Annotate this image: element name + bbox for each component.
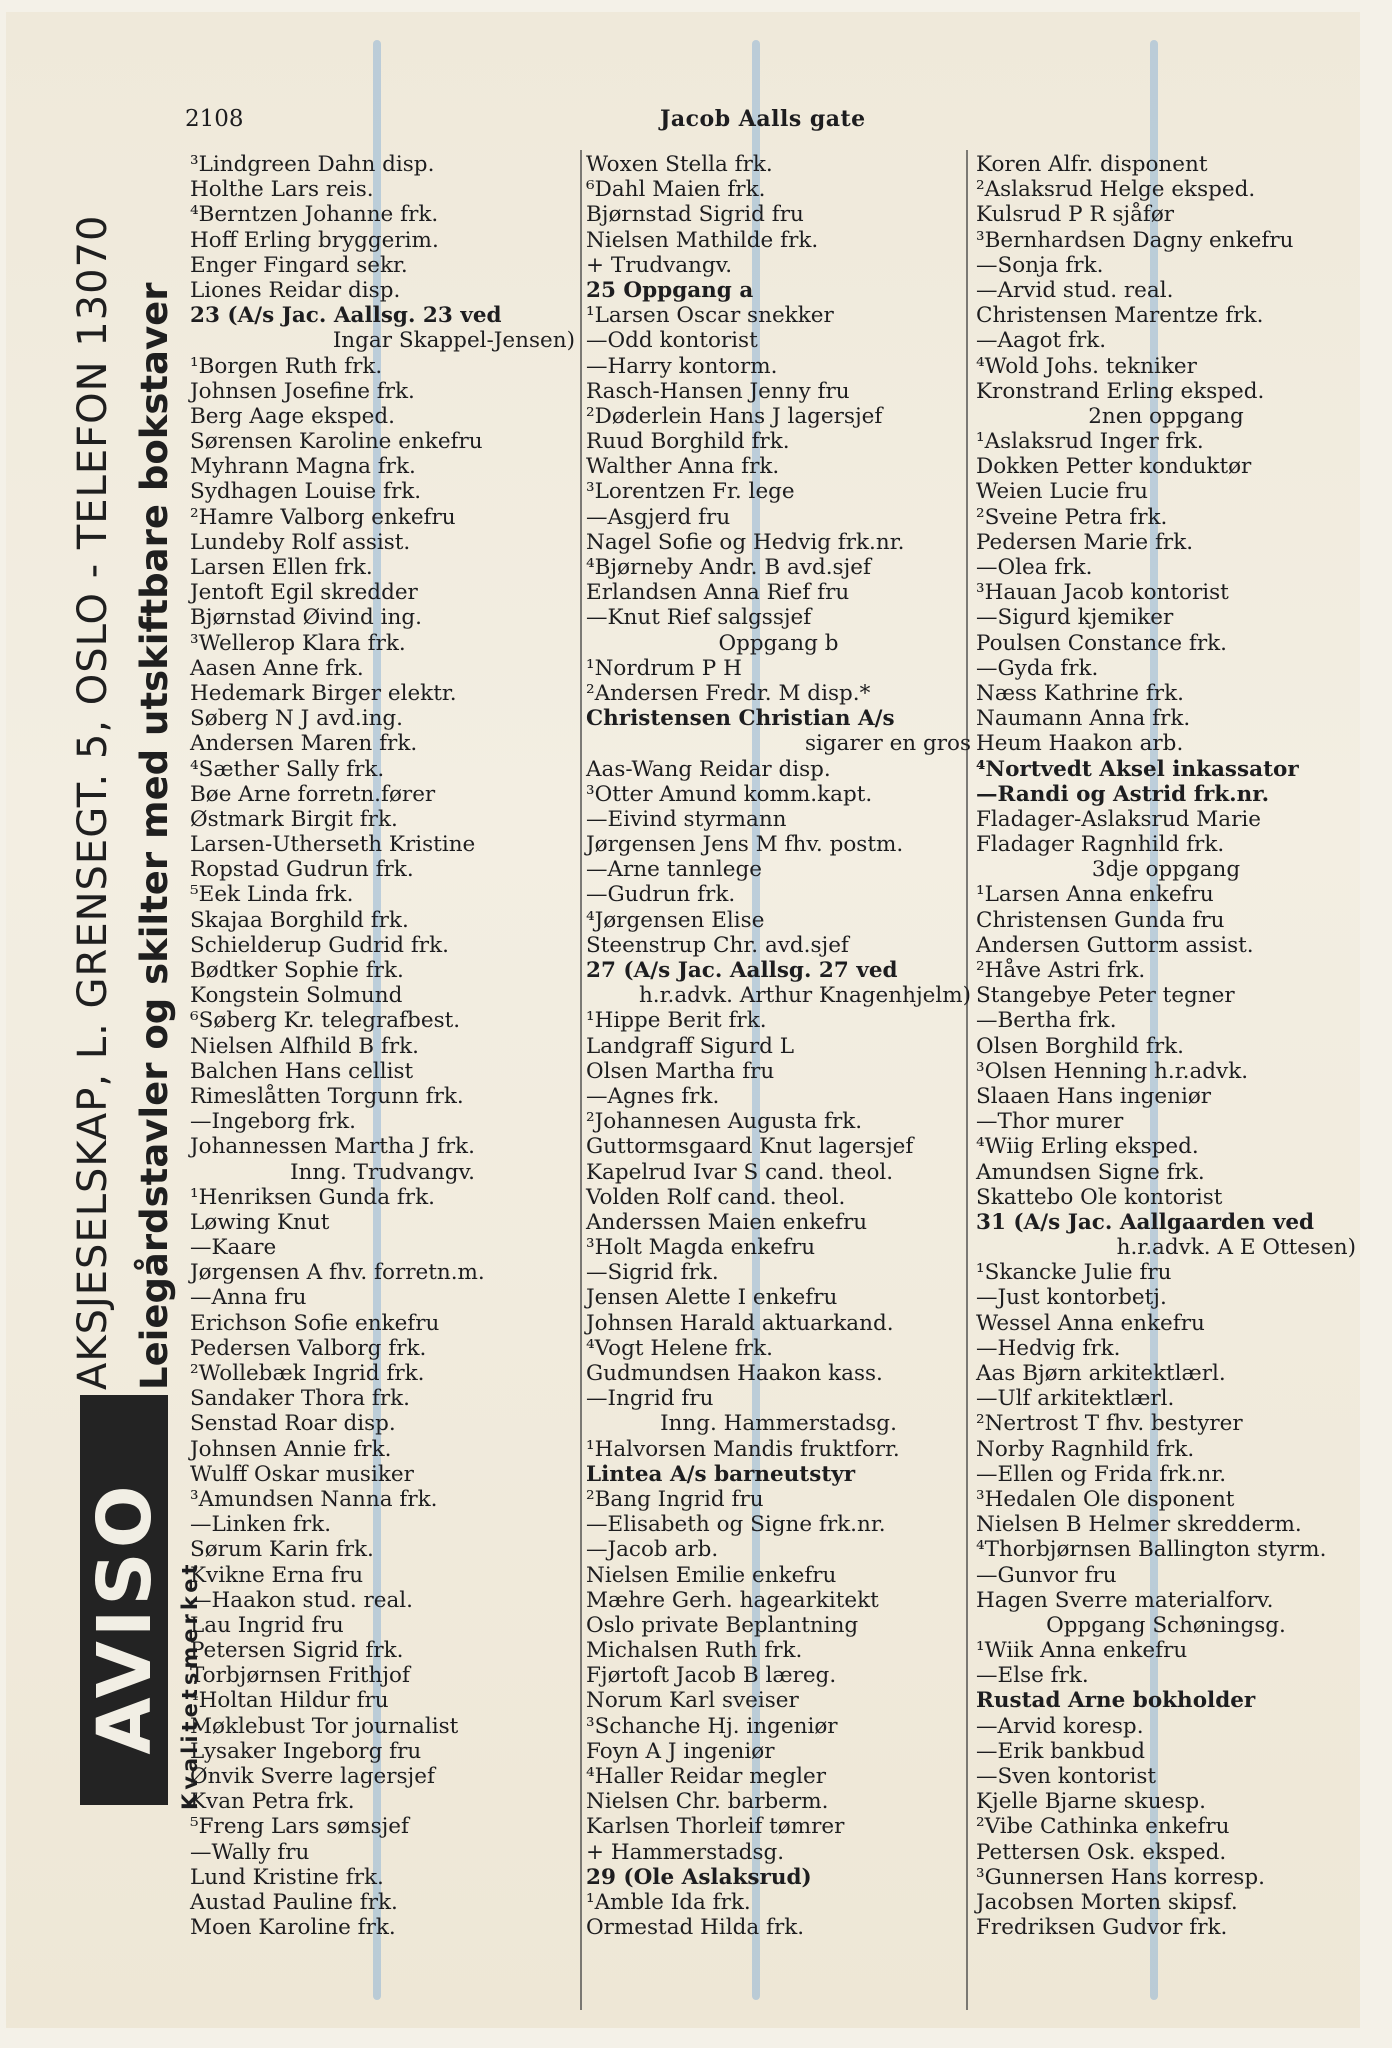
product-line: Leiegårdstavler og skilter med utskiftbare bokstaver	[133, 282, 176, 1390]
directory-entry: Kronstrand Erling eksped.	[976, 378, 1265, 404]
directory-entry: Pedersen Valborg frk.	[190, 1335, 427, 1361]
directory-entry: Landgraff Sigurd L	[586, 1033, 795, 1059]
directory-entry: —Sigurd kjemiker	[976, 605, 1174, 631]
directory-entry: Nielsen Mathilde frk.	[586, 227, 819, 253]
directory-entry: Oppgang b	[718, 630, 839, 656]
directory-entry: ³Hedalen Ole disponent	[976, 1486, 1235, 1512]
directory-entry: Michalsen Ruth frk.	[586, 1638, 803, 1664]
directory-entry: Amundsen Signe frk.	[976, 1159, 1205, 1185]
directory-entry: Hagen Sverre materialforv.	[976, 1587, 1274, 1613]
directory-entry: —Gyda frk.	[976, 655, 1099, 681]
directory-entry: ³Amundsen Nanna frk.	[190, 1486, 438, 1512]
directory-column-1	[190, 152, 575, 1940]
directory-entry: Rasch-Hansen Jenny fru	[586, 378, 850, 404]
directory-entry: Søberg N J avd.ing.	[190, 706, 404, 732]
directory-entry: ¹Wiik Anna enkefru	[976, 1638, 1188, 1664]
directory-entry: ³Lorentzen Fr. lege	[586, 479, 795, 505]
directory-entry: —Haakon stud. real.	[190, 1587, 414, 1613]
directory-entry: —Arvid koresp.	[976, 1713, 1144, 1739]
directory-entry: Walther Anna frk.	[586, 454, 780, 480]
logo-text: AVISO	[82, 1481, 168, 1755]
directory-entry: Næss Kathrine frk.	[976, 680, 1184, 706]
directory-entry: Ønvik Sverre lagersjef	[190, 1764, 435, 1789]
directory-entry: Fladager-Aslaksrud Marie	[976, 806, 1261, 832]
directory-entry: Østmark Birgit frk.	[190, 806, 398, 832]
directory-entry: —Sven kontorist	[976, 1764, 1157, 1789]
directory-entry: 3dje oppgang	[1091, 857, 1241, 883]
directory-entry: Jørgensen Jens M fhv. postm.	[586, 832, 904, 858]
directory-entry: Lau Ingrid fru	[190, 1612, 344, 1638]
column-divider	[580, 150, 582, 2010]
directory-entry: Oslo private Beplantning	[586, 1612, 859, 1638]
directory-entry: Jentoft Egil skredder	[190, 580, 418, 606]
directory-entry: ⁵Freng Lars sømsjef	[190, 1814, 409, 1840]
directory-entry: Hoff Erling bryggerim.	[190, 227, 439, 253]
directory-entry: Jørgensen A fhv. forretn.m.	[190, 1260, 485, 1286]
directory-entry: —Odd kontorist	[586, 328, 758, 354]
directory-entry: ⁴Jørgensen Elise	[586, 907, 765, 933]
directory-entry: Aas-Wang Reidar disp.	[586, 756, 831, 782]
directory-entry: Norby Ragnhild frk.	[976, 1436, 1195, 1462]
directory-entry: —Eivind styrmann	[586, 806, 787, 832]
directory-entry: —Harry kontorm.	[586, 353, 778, 379]
directory-entry: Inng. Hammerstadsg.	[660, 1411, 897, 1437]
logo-tagline: Kvalitetsmerket	[178, 1560, 202, 1810]
directory-entry: Kongstein Solmund	[190, 983, 403, 1009]
directory-entry: + Trudvangv.	[586, 252, 733, 278]
directory-entry: ¹Halvorsen Mandis fruktforr.	[586, 1436, 900, 1462]
directory-entry: —Linken frk.	[190, 1512, 332, 1538]
directory-entry: Inng. Trudvangv.	[290, 1159, 475, 1185]
directory-entry: Bjørnstad Øivind ing.	[190, 605, 422, 631]
directory-entry: Berg Aage eksped.	[190, 403, 395, 429]
directory-entry: Bødtker Sophie frk.	[190, 958, 404, 983]
directory-entry: Nielsen Chr. barberm.	[586, 1789, 829, 1815]
directory-entry: ¹Hippe Berit frk.	[586, 1008, 767, 1034]
directory-entry: Bøe Arne forretn.fører	[190, 781, 436, 807]
directory-entry: Wessel Anna enkefru	[976, 1310, 1205, 1336]
directory-entry: Jacobsen Morten skipsf.	[976, 1889, 1238, 1915]
directory-entry: ⁴Nortvedt Aksel inkassator	[976, 756, 1299, 782]
directory-entry: ¹Larsen Anna enkefru	[976, 882, 1214, 908]
directory-entry: ³Lindgreen Dahn disp.	[190, 152, 435, 177]
directory-entry: ⁴Haller Reidar megler	[586, 1764, 827, 1789]
directory-entry: ⁴Berntzen Johanne frk.	[190, 202, 439, 228]
directory-entry: Rustad Arne bokholder	[976, 1688, 1256, 1714]
directory-entry: —Hedvig frk.	[976, 1335, 1121, 1361]
directory-entry: ³Gunnersen Hans korresp.	[976, 1864, 1265, 1890]
directory-entry: Aasen Anne frk.	[190, 655, 364, 681]
directory-entry: Ingar Skappel-Jensen)	[332, 328, 575, 354]
directory-entry: ²Andersen Fredr. M disp.*	[586, 680, 871, 706]
directory-entry: Senstad Roar disp.	[190, 1411, 396, 1437]
directory-entry: ⁴Sæther Sally frk.	[190, 756, 385, 782]
directory-entry: Steenstrup Chr. avd.sjef	[586, 932, 849, 958]
directory-entry: Lintea A/s barneutstyr	[586, 1461, 856, 1487]
directory-entry: Lundeby Rolf assist.	[190, 529, 411, 555]
directory-entry: —Randi og Astrid frk.nr.	[976, 781, 1270, 807]
directory-entry: ⁶Søberg Kr. telegrafbest.	[190, 1008, 461, 1034]
page-number: 2108	[185, 106, 244, 132]
directory-entry: Kjelle Bjarne skuesp.	[976, 1789, 1206, 1815]
directory-entry: ²Johannesen Augusta frk.	[586, 1109, 863, 1135]
directory-entry: ³Schanche Hj. ingeniør	[586, 1713, 838, 1739]
directory-entry: ¹Skancke Julie fru	[976, 1260, 1172, 1286]
directory-entry: —Aagot frk.	[976, 328, 1107, 354]
directory-entry: —Erik bankbud	[976, 1738, 1146, 1764]
directory-entry: 27 (A/s Jac. Aallsg. 27 ved	[586, 958, 898, 983]
directory-entry: Foyn A J ingeniør	[586, 1738, 775, 1764]
directory-entry: ³Olsen Henning h.r.advk.	[976, 1058, 1249, 1084]
directory-entry: Enger Fingard sekr.	[190, 252, 408, 278]
directory-entry: Kulsrud P R sjåfør	[976, 202, 1175, 228]
directory-entry: ¹Amble Ida frk.	[586, 1889, 751, 1915]
directory-entry: Gudmundsen Haakon kass.	[586, 1361, 883, 1386]
directory-entry: ¹Borgen Ruth frk.	[190, 353, 383, 379]
directory-entry: Christensen Marentze frk.	[976, 303, 1264, 329]
directory-entry: —Agnes frk.	[586, 1083, 720, 1109]
directory-entry: ³Hauan Jacob kontorist	[976, 580, 1229, 606]
directory-entry: Liones Reidar disp.	[190, 277, 401, 303]
directory-entry: Skattebo Ole kontorist	[976, 1184, 1223, 1210]
directory-entry: Weien Lucie fru	[976, 479, 1149, 505]
directory-entry: Torbjørnsen Frithjof	[190, 1663, 410, 1689]
directory-entry: ³Holt Magda enkefru	[586, 1235, 816, 1261]
directory-entry: —Anna fru	[190, 1285, 307, 1311]
directory-entry: —Sigrid frk.	[586, 1260, 719, 1286]
directory-entry: Andersen Maren frk.	[190, 731, 418, 757]
directory-entry: Ropstad Gudrun frk.	[190, 857, 414, 883]
directory-entry: —Bertha frk.	[976, 1008, 1117, 1034]
directory-entry: Nielsen B Helmer skredderm.	[976, 1512, 1302, 1538]
directory-entry: Christensen Christian A/s	[586, 706, 895, 732]
directory-entry: Larsen Ellen frk.	[190, 555, 373, 580]
directory-entry: Fladager Ragnhild frk.	[976, 832, 1225, 858]
directory-entry: —Arne tannlege	[586, 857, 762, 883]
directory-entry: Naumann Anna frk.	[976, 706, 1191, 732]
street-title: Jacob Aalls gate	[660, 106, 866, 132]
directory-entry: Johnsen Josefine frk.	[190, 378, 415, 404]
directory-entry: sigarer en gros	[804, 731, 971, 757]
directory-entry: Anderssen Maien enkefru	[586, 1209, 868, 1235]
directory-entry: Nielsen Emilie enkefru	[586, 1562, 837, 1588]
directory-entry: ²Wollebæk Ingrid frk.	[190, 1361, 425, 1386]
directory-entry: —Ingeborg frk.	[190, 1109, 357, 1135]
directory-entry: —Gudrun frk.	[586, 882, 736, 908]
directory-entry: Johnsen Annie frk.	[190, 1436, 392, 1462]
directory-entry: ³Bernhardsen Dagny enkefru	[976, 227, 1294, 253]
directory-entry: ¹Henriksen Gunda frk.	[190, 1184, 435, 1210]
directory-entry: ⁴Holtan Hildur fru	[190, 1688, 389, 1714]
directory-entry: 25 Oppgang a	[586, 277, 754, 303]
directory-entry: —Asgjerd fru	[586, 504, 731, 530]
directory-entry: ²Vibe Cathinka enkefru	[976, 1814, 1230, 1840]
directory-entry: Moen Karoline frk.	[190, 1915, 396, 1941]
directory-entry: Jensen Alette I enkefru	[586, 1285, 838, 1311]
directory-entry: Woxen Stella frk.	[586, 152, 773, 177]
directory-entry: Erichson Sofie enkefru	[190, 1310, 440, 1336]
directory-entry: ⁶Dahl Maien frk.	[586, 177, 766, 203]
directory-entry: —Gunvor fru	[976, 1562, 1117, 1588]
directory-entry: + Hammerstadsg.	[586, 1839, 785, 1865]
directory-entry: Wulff Oskar musiker	[190, 1461, 414, 1487]
directory-entry: Slaaen Hans ingeniør	[976, 1083, 1212, 1109]
directory-entry: —Ingrid fru	[586, 1386, 714, 1412]
directory-entry: ²Sveine Petra frk.	[976, 504, 1168, 530]
directory-entry: —Elisabeth og Signe frk.nr.	[586, 1512, 886, 1538]
directory-entry: Karlsen Thorleif tømrer	[586, 1814, 845, 1840]
directory-entry: ²Håve Astri frk.	[976, 958, 1146, 983]
directory-entry: Heum Haakon arb.	[976, 731, 1184, 757]
directory-entry: Petersen Sigrid frk.	[190, 1638, 404, 1664]
directory-entry: Olsen Borghild frk.	[976, 1033, 1185, 1059]
directory-entry: Nagel Sofie og Hedvig frk.nr.	[586, 529, 905, 555]
directory-entry: ⁴Bjørneby Andr. B avd.sjef	[586, 555, 871, 580]
directory-entry: 31 (A/s Jac. Aallgaarden ved	[976, 1209, 1315, 1235]
directory-entry: Norum Karl sveiser	[586, 1688, 799, 1714]
directory-entry: —Ellen og Frida frk.nr.	[976, 1461, 1227, 1487]
directory-entry: 23 (A/s Jac. Aallsg. 23 ved	[190, 303, 502, 329]
directory-entry: Erlandsen Anna Rief fru	[586, 580, 850, 606]
directory-entry: Løwing Knut	[190, 1209, 330, 1235]
directory-entry: ²Aslaksrud Helge eksped.	[976, 177, 1256, 203]
directory-entry: Koren Alfr. disponent	[976, 152, 1208, 177]
directory-entry: Christensen Gunda fru	[976, 907, 1225, 933]
directory-column-2	[586, 152, 971, 1940]
directory-entry: ²Bang Ingrid fru	[586, 1486, 764, 1512]
directory-entry: Nielsen Alfhild B frk.	[190, 1033, 420, 1059]
directory-entry: Hedemark Birger elektr.	[190, 680, 457, 706]
directory-entry: Larsen-Utherseth Kristine	[190, 832, 476, 858]
directory-entry: Fredriksen Gudvor frk.	[976, 1915, 1228, 1941]
directory-entry: Kapelrud Ivar S cand. theol.	[586, 1159, 894, 1185]
directory-entry: 29 (Ole Aslaksrud)	[586, 1864, 812, 1890]
directory-entry: ¹Aslaksrud Inger frk.	[976, 429, 1204, 455]
directory-entry: ²Døderlein Hans J lagersjef	[586, 403, 883, 429]
directory-entry: Schielderup Gudrid frk.	[190, 932, 449, 958]
directory-entry: —Else frk.	[976, 1663, 1089, 1689]
directory-entry: ²Nertrost T fhv. bestyrer	[976, 1411, 1243, 1437]
directory-entry: ⁵Eek Linda frk.	[190, 882, 354, 908]
directory-entry: —Knut Rief salgssjef	[586, 605, 812, 631]
directory-entry: —Wally fru	[190, 1839, 310, 1865]
directory-entry: ¹Nordrum P H	[586, 655, 742, 681]
directory-entry: Skajaa Borghild frk.	[190, 907, 409, 933]
directory-entry: ³Wellerop Klara frk.	[190, 630, 406, 656]
directory-entry: —Olea frk.	[976, 555, 1093, 580]
directory-entry: Guttormsgaard Knut lagersjef	[586, 1134, 914, 1160]
directory-entry: Lund Kristine frk.	[190, 1864, 384, 1890]
directory-entry: Holthe Lars reis.	[190, 177, 374, 203]
directory-entry: ¹Larsen Oscar snekker	[586, 303, 834, 329]
directory-entry: Fjørtoft Jacob B læreg.	[586, 1663, 837, 1689]
directory-entry: Austad Pauline frk.	[190, 1889, 398, 1915]
directory-entry: ²Hamre Valborg enkefru	[190, 504, 456, 530]
directory-entry: —Sonja frk.	[976, 252, 1104, 278]
directory-entry: Balchen Hans cellist	[190, 1058, 414, 1084]
directory-entry: Ormestad Hilda frk.	[586, 1915, 805, 1941]
directory-entry: Sørensen Karoline enkefru	[190, 429, 483, 455]
directory-entry: Sandaker Thora frk.	[190, 1386, 410, 1412]
directory-entry: Myhrann Magna frk.	[190, 454, 416, 480]
directory-entry: Sørum Karin frk.	[190, 1537, 374, 1563]
directory-entry: Lysaker Ingeborg fru	[190, 1738, 422, 1764]
directory-entry: —Thor murer	[976, 1109, 1124, 1135]
directory-entry: Johnsen Harald aktuarkand.	[586, 1310, 894, 1336]
directory-entry: ⁴Thorbjørnsen Ballington styrm.	[976, 1537, 1327, 1563]
directory-entry: —Just kontorbetj.	[976, 1285, 1167, 1311]
directory-entry: ⁴Vogt Helene frk.	[586, 1335, 773, 1361]
aviso-logo	[80, 1395, 168, 1805]
directory-entry: Olsen Martha fru	[586, 1058, 775, 1084]
directory-entry: Pettersen Osk. eksped.	[976, 1839, 1227, 1865]
directory-entry: Volden Rolf cand. theol.	[586, 1184, 846, 1210]
directory-entry: ⁴Wiig Erling eksped.	[976, 1134, 1199, 1160]
directory-entry: Bjørnstad Sigrid fru	[586, 202, 804, 228]
directory-entry: Pedersen Marie frk.	[976, 529, 1194, 555]
directory-entry: Rimeslåtten Torgunn frk.	[190, 1083, 464, 1109]
directory-entry: 2nen oppgang	[1088, 403, 1244, 429]
directory-entry: Andersen Guttorm assist.	[976, 932, 1254, 958]
directory-column-3	[976, 152, 1356, 1940]
directory-entry: ⁴Wold Johs. tekniker	[976, 353, 1197, 379]
company-address-line: AKSJESELSKAP, L. GRENSEGT. 5, OSLO - TELEFON 13070	[70, 214, 116, 1390]
directory-entry: Poulsen Constance frk.	[976, 630, 1227, 656]
directory-entry: Oppgang Schøningsg.	[1046, 1612, 1286, 1638]
directory-entry: Sydhagen Louise frk.	[190, 479, 422, 505]
directory-entry: Johannessen Martha J frk.	[190, 1134, 475, 1160]
directory-entry: Mæhre Gerh. hagearkitekt	[586, 1587, 879, 1613]
directory-entry: Stangebye Peter tegner	[976, 983, 1235, 1009]
directory-entry: Dokken Petter konduktør	[976, 454, 1252, 480]
directory-entry: h.r.advk. Arthur Knagenhjelm)	[638, 983, 971, 1009]
directory-entry: Ruud Borghild frk.	[586, 429, 790, 455]
directory-entry: —Kaare	[190, 1235, 277, 1261]
directory-entry: Kvikne Erna fru	[190, 1562, 364, 1588]
directory-entry: —Ulf arkitektlærl.	[976, 1386, 1175, 1412]
directory-entry: Møklebust Tor journalist	[190, 1713, 459, 1739]
directory-entry: —Jacob arb.	[586, 1537, 719, 1563]
directory-entry: h.r.advk. A E Ottesen)	[1116, 1235, 1356, 1261]
directory-entry: Kvan Petra frk.	[190, 1789, 355, 1815]
directory-entry: —Arvid stud. real.	[976, 277, 1174, 303]
directory-entry: ³Otter Amund komm.kapt.	[586, 781, 873, 807]
directory-entry: Aas Bjørn arkitektlærl.	[976, 1361, 1226, 1386]
